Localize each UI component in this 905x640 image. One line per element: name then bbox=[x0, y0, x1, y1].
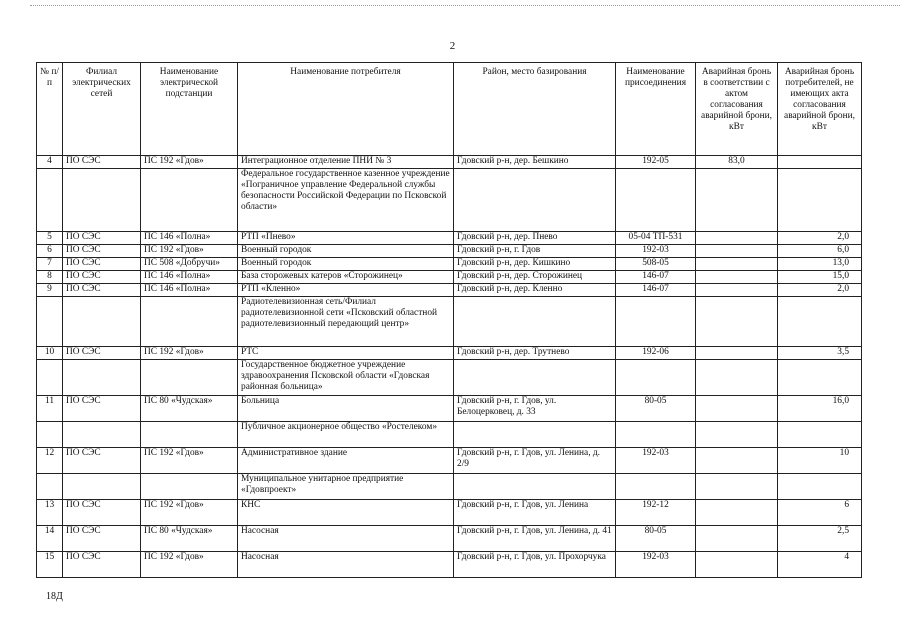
table-row bbox=[37, 360, 862, 396]
cell-district bbox=[454, 347, 616, 360]
cell-reserve-noact bbox=[778, 422, 862, 448]
cell-reserve-act bbox=[696, 448, 778, 474]
cell-branch bbox=[63, 245, 141, 258]
cell-connection bbox=[616, 526, 696, 552]
cell-branch bbox=[63, 284, 141, 297]
cell-reserve-noact-text: 2,5 bbox=[837, 526, 849, 536]
table-row bbox=[37, 500, 862, 526]
table-row bbox=[37, 271, 862, 284]
cell-district-text: Гдовский р-н, дер. Трутнево bbox=[457, 347, 570, 357]
cell-reserve-noact bbox=[778, 156, 862, 169]
cell-reserve-act bbox=[696, 360, 778, 396]
cell-substation bbox=[141, 422, 238, 448]
cell-reserve-noact-text: 4 bbox=[844, 552, 849, 562]
cell-district bbox=[454, 297, 616, 347]
cell-consumer-text: Военный городок bbox=[241, 258, 312, 268]
cell-number-text: 10 bbox=[44, 347, 55, 357]
table-row bbox=[37, 474, 862, 500]
cell-connection bbox=[616, 258, 696, 271]
cell-connection bbox=[616, 474, 696, 500]
cell-district-text: Гдовский р-н, дер. Кленно bbox=[457, 284, 563, 294]
cell-reserve-noact-text: 6 bbox=[844, 500, 849, 510]
cell-reserve-act bbox=[696, 526, 778, 552]
cell-consumer bbox=[238, 500, 454, 526]
cell-branch-text: ПО СЭС bbox=[66, 347, 101, 357]
cell-branch-text: ПО СЭС bbox=[66, 245, 101, 255]
cell-number bbox=[37, 169, 63, 232]
cell-substation-text: ПС 80 «Чудская» bbox=[144, 526, 213, 536]
cell-consumer-text: Больница bbox=[241, 396, 280, 406]
cell-number-text: 12 bbox=[44, 448, 55, 458]
cell-consumer bbox=[238, 526, 454, 552]
cell-district-text: Гдовский р-н, г. Гдов, ул. Ленина bbox=[457, 500, 589, 510]
cell-consumer-text: Насосная bbox=[241, 552, 279, 562]
cell-number-text: 14 bbox=[44, 526, 55, 536]
cell-reserve-noact-text: 6,0 bbox=[837, 245, 849, 255]
cell-connection bbox=[616, 422, 696, 448]
cell-reserve-act bbox=[696, 422, 778, 448]
cell-number bbox=[37, 245, 63, 258]
cell-district bbox=[454, 526, 616, 552]
cell-reserve-noact bbox=[778, 245, 862, 258]
table-row bbox=[37, 396, 862, 422]
cell-reserve-noact bbox=[778, 526, 862, 552]
cell-number bbox=[37, 526, 63, 552]
cell-connection-text: 192-03 bbox=[642, 552, 669, 562]
cell-connection-text: 05-04 ТП-531 bbox=[628, 232, 683, 242]
cell-consumer bbox=[238, 297, 454, 347]
cell-substation-text: ПС 192 «Гдов» bbox=[144, 500, 204, 510]
cell-connection-text: 146-07 bbox=[642, 271, 669, 281]
cell-consumer bbox=[238, 422, 454, 448]
table-row bbox=[37, 245, 862, 258]
cell-number-text: 7 bbox=[47, 258, 52, 268]
cell-reserve-act bbox=[696, 232, 778, 245]
cell-reserve-noact-text: 15,0 bbox=[832, 271, 849, 281]
header-reserve-act: Аварийная бронь в соответствии с актом согласования аварийной брони, кВт bbox=[696, 63, 778, 156]
cell-consumer-text: РТП «Кленно» bbox=[241, 284, 301, 294]
cell-branch-text: ПО СЭС bbox=[66, 552, 101, 562]
cell-reserve-noact-text: 3,5 bbox=[837, 347, 849, 357]
cell-number bbox=[37, 500, 63, 526]
cell-reserve-noact bbox=[778, 232, 862, 245]
cell-reserve-noact bbox=[778, 360, 862, 396]
cell-connection bbox=[616, 297, 696, 347]
cell-consumer-text: База сторожевых катеров «Сторожинец» bbox=[241, 271, 403, 281]
cell-substation-text: ПС 192 «Гдов» bbox=[144, 448, 204, 458]
cell-number bbox=[37, 156, 63, 169]
cell-district-text: Гдовский р-н, г. Гдов bbox=[457, 245, 541, 255]
cell-number bbox=[37, 474, 63, 500]
page-number: 2 bbox=[449, 40, 456, 52]
cell-number bbox=[37, 396, 63, 422]
cell-district bbox=[454, 245, 616, 258]
cell-reserve-noact-text: 16,0 bbox=[832, 396, 849, 406]
cell-reserve-noact bbox=[778, 448, 862, 474]
cell-district-text: Гдовский р-н, дер. Пнево bbox=[457, 232, 558, 242]
cell-reserve-act bbox=[696, 271, 778, 284]
cell-consumer bbox=[238, 360, 454, 396]
cell-substation-text: ПС 146 «Полна» bbox=[144, 271, 211, 281]
cell-district bbox=[454, 169, 616, 232]
cell-number-text: 6 bbox=[47, 245, 52, 255]
cell-substation bbox=[141, 360, 238, 396]
cell-district bbox=[454, 396, 616, 422]
cell-substation-text: ПС 80 «Чудская» bbox=[144, 396, 213, 406]
header-connection: Наименование присоединения bbox=[616, 63, 696, 156]
table-row bbox=[37, 552, 862, 578]
cell-number-text: 8 bbox=[47, 271, 52, 281]
cell-connection-text: 146-07 bbox=[642, 284, 669, 294]
cell-reserve-act bbox=[696, 245, 778, 258]
header-branch: Филиал электрических сетей bbox=[63, 63, 141, 156]
cell-number-text: 5 bbox=[47, 232, 52, 242]
cell-connection bbox=[616, 360, 696, 396]
table-row bbox=[37, 347, 862, 360]
cell-number-text: 11 bbox=[44, 396, 55, 406]
cell-connection bbox=[616, 245, 696, 258]
cell-number bbox=[37, 284, 63, 297]
cell-connection bbox=[616, 347, 696, 360]
cell-branch bbox=[63, 156, 141, 169]
cell-substation bbox=[141, 156, 238, 169]
header-consumer: Наименование потребителя bbox=[238, 63, 454, 156]
cell-substation bbox=[141, 169, 238, 232]
table-row bbox=[37, 422, 862, 448]
cell-substation bbox=[141, 271, 238, 284]
cell-branch bbox=[63, 500, 141, 526]
cell-number bbox=[37, 422, 63, 448]
cell-substation-text: ПС 508 «Добручи» bbox=[144, 258, 220, 268]
cell-branch bbox=[63, 360, 141, 396]
cell-branch-text: ПО СЭС bbox=[66, 448, 101, 458]
cell-district bbox=[454, 271, 616, 284]
cell-reserve-noact bbox=[778, 396, 862, 422]
cell-reserve-noact bbox=[778, 500, 862, 526]
table-row bbox=[37, 258, 862, 271]
cell-branch-text: ПО СЭС bbox=[66, 396, 101, 406]
cell-district-text: Гдовский р-н, г. Гдов, ул. Белоцерковец, д. 33 bbox=[457, 396, 557, 417]
cell-connection bbox=[616, 500, 696, 526]
cell-connection-text: 80-05 bbox=[644, 526, 667, 536]
cell-branch bbox=[63, 258, 141, 271]
cell-consumer-text: РТС bbox=[241, 347, 259, 357]
header-substation: Наименование электрической подстанции bbox=[141, 63, 238, 156]
cell-connection bbox=[616, 448, 696, 474]
cell-consumer-text: Публичное акционерное общество «Ростелеком» bbox=[241, 422, 438, 432]
cell-reserve-act bbox=[696, 258, 778, 271]
cell-reserve-noact bbox=[778, 474, 862, 500]
cell-branch-text: ПО СЭС bbox=[66, 284, 101, 294]
table-row bbox=[37, 526, 862, 552]
cell-branch bbox=[63, 297, 141, 347]
cell-number-text: 15 bbox=[44, 552, 55, 562]
cell-district bbox=[454, 360, 616, 396]
cell-substation-text: ПС 146 «Полна» bbox=[144, 232, 211, 242]
cell-branch bbox=[63, 474, 141, 500]
table-row bbox=[37, 448, 862, 474]
cell-substation-text: ПС 192 «Гдов» bbox=[144, 245, 204, 255]
cell-substation-text: ПС 192 «Гдов» bbox=[144, 156, 204, 166]
cell-reserve-act bbox=[696, 169, 778, 232]
cell-connection-text: 192-05 bbox=[642, 156, 669, 166]
cell-reserve-noact bbox=[778, 297, 862, 347]
cell-branch bbox=[63, 347, 141, 360]
cell-branch-text: ПО СЭС bbox=[66, 156, 101, 166]
cell-consumer bbox=[238, 396, 454, 422]
cell-number bbox=[37, 347, 63, 360]
table-row bbox=[37, 169, 862, 232]
cell-substation bbox=[141, 448, 238, 474]
cell-consumer-text: Насосная bbox=[241, 526, 279, 536]
cell-branch-text: ПО СЭС bbox=[66, 232, 101, 242]
cell-connection-text: 192-03 bbox=[642, 245, 669, 255]
cell-branch bbox=[63, 552, 141, 578]
cell-substation bbox=[141, 474, 238, 500]
cell-number bbox=[37, 297, 63, 347]
cell-consumer bbox=[238, 448, 454, 474]
cell-district-text: Гдовский р-н, дер. Кишкино bbox=[457, 258, 571, 268]
cell-consumer-text: РТП «Пнево» bbox=[241, 232, 296, 242]
cell-connection-text: 192-12 bbox=[642, 500, 669, 510]
cell-district bbox=[454, 232, 616, 245]
header-reserve-noact: Аварийная бронь потребителей, не имеющих акта согласования аварийной брони, кВт bbox=[778, 63, 862, 156]
cell-district-text: Гдовский р-н, г. Гдов, ул. Ленина, д. 41 bbox=[457, 526, 612, 536]
cell-substation-text: ПС 192 «Гдов» bbox=[144, 347, 204, 357]
cell-district bbox=[454, 448, 616, 474]
cell-substation bbox=[141, 500, 238, 526]
cell-branch-text: ПО СЭС bbox=[66, 526, 101, 536]
cell-substation bbox=[141, 232, 238, 245]
cell-consumer-text: Военный городок bbox=[241, 245, 312, 255]
cell-reserve-noact bbox=[778, 258, 862, 271]
cell-substation bbox=[141, 526, 238, 552]
cell-reserve-noact bbox=[778, 284, 862, 297]
cell-substation-text: ПС 192 «Гдов» bbox=[144, 552, 204, 562]
cell-district-text: Гдовский р-н, дер. Бешкино bbox=[457, 156, 569, 166]
table-row bbox=[37, 284, 862, 297]
cell-consumer-text: Административное здание bbox=[241, 448, 348, 458]
cell-connection-text: 80-05 bbox=[644, 396, 667, 406]
cell-substation-text: ПС 146 «Полна» bbox=[144, 284, 211, 294]
cell-substation bbox=[141, 347, 238, 360]
cell-reserve-act bbox=[696, 474, 778, 500]
cell-district-text: Гдовский р-н, г. Гдов, ул. Прохорчука bbox=[457, 552, 606, 562]
cell-number bbox=[37, 448, 63, 474]
cell-branch-text: ПО СЭС bbox=[66, 271, 101, 281]
cell-reserve-noact bbox=[778, 271, 862, 284]
cell-consumer bbox=[238, 552, 454, 578]
cell-reserve-noact-text: 13,0 bbox=[832, 258, 849, 268]
footer-code: 18Д bbox=[46, 591, 63, 602]
reserve-table-wrapper bbox=[36, 62, 861, 578]
cell-consumer bbox=[238, 232, 454, 245]
cell-connection bbox=[616, 552, 696, 578]
cell-branch bbox=[63, 232, 141, 245]
cell-branch bbox=[63, 422, 141, 448]
cell-district bbox=[454, 474, 616, 500]
cell-connection bbox=[616, 284, 696, 297]
cell-consumer bbox=[238, 271, 454, 284]
cell-connection bbox=[616, 396, 696, 422]
cell-branch bbox=[63, 271, 141, 284]
cell-consumer bbox=[238, 474, 454, 500]
cell-district bbox=[454, 156, 616, 169]
cell-connection-text: 192-06 bbox=[642, 347, 669, 357]
cell-reserve-noact bbox=[778, 169, 862, 232]
cell-connection bbox=[616, 232, 696, 245]
cell-connection-text: 192-03 bbox=[642, 448, 669, 458]
cell-substation bbox=[141, 297, 238, 347]
cell-reserve-act bbox=[696, 297, 778, 347]
cell-number bbox=[37, 258, 63, 271]
cell-substation bbox=[141, 258, 238, 271]
header-district: Район, место базирования bbox=[454, 63, 616, 156]
cell-consumer bbox=[238, 347, 454, 360]
cell-reserve-act bbox=[696, 552, 778, 578]
cell-reserve-act bbox=[696, 284, 778, 297]
header-number: № п/п bbox=[37, 63, 63, 156]
cell-number bbox=[37, 232, 63, 245]
cell-substation bbox=[141, 552, 238, 578]
cell-consumer-text: КНС bbox=[241, 500, 261, 510]
cell-reserve-noact bbox=[778, 347, 862, 360]
cell-reserve-noact-text: 10 bbox=[839, 448, 849, 458]
cell-number bbox=[37, 360, 63, 396]
cell-substation bbox=[141, 396, 238, 422]
table-row bbox=[37, 156, 862, 169]
cell-consumer bbox=[238, 245, 454, 258]
emergency-reserve-table bbox=[36, 62, 862, 578]
cell-reserve-act-text: 83,0 bbox=[728, 156, 745, 166]
cell-branch-text: ПО СЭС bbox=[66, 500, 101, 510]
cell-reserve-noact-text: 2,0 bbox=[837, 232, 849, 242]
cell-district-text: Гдовский р-н, дер. Сторожинец bbox=[457, 271, 583, 281]
cell-branch bbox=[63, 169, 141, 232]
cell-branch bbox=[63, 448, 141, 474]
cell-branch bbox=[63, 396, 141, 422]
cell-number-text: 4 bbox=[47, 156, 52, 166]
cell-connection-text: 508-05 bbox=[642, 258, 669, 268]
cell-district bbox=[454, 258, 616, 271]
cell-number-text: 9 bbox=[47, 284, 52, 294]
cell-district-text: Гдовский р-н, г. Гдов, ул. Ленина, д. 2/9 bbox=[457, 448, 601, 469]
table-header-row bbox=[37, 63, 862, 156]
cell-district bbox=[454, 552, 616, 578]
cell-reserve-act bbox=[696, 500, 778, 526]
cell-number bbox=[37, 271, 63, 284]
cell-consumer bbox=[238, 169, 454, 232]
cell-number-text: 13 bbox=[44, 500, 55, 510]
cell-reserve-act bbox=[696, 347, 778, 360]
table-row bbox=[37, 297, 862, 347]
cell-consumer-text: Федеральное государственное казенное учреждение «Пограничное управление Федеральной службы безопасности Российской Федерации по Псковской области» bbox=[241, 169, 450, 212]
table-row bbox=[37, 232, 862, 245]
cell-reserve-act bbox=[696, 396, 778, 422]
cell-substation bbox=[141, 284, 238, 297]
top-border-line bbox=[30, 5, 900, 6]
cell-branch bbox=[63, 526, 141, 552]
cell-consumer-text: Интеграционное отделение ПНИ № 3 bbox=[241, 156, 392, 166]
cell-consumer-text: Радиотелевизионная сеть/Филиал радиотелевизионной сети «Псковский областной радиотелевизионный передающий центр» bbox=[241, 297, 438, 329]
cell-reserve-act bbox=[696, 156, 778, 169]
cell-reserve-noact bbox=[778, 552, 862, 578]
cell-district bbox=[454, 422, 616, 448]
cell-district bbox=[454, 284, 616, 297]
table-body bbox=[37, 156, 862, 578]
cell-branch-text: ПО СЭС bbox=[66, 258, 101, 268]
cell-consumer bbox=[238, 258, 454, 271]
cell-number bbox=[37, 552, 63, 578]
cell-consumer bbox=[238, 156, 454, 169]
cell-substation bbox=[141, 245, 238, 258]
cell-district bbox=[454, 500, 616, 526]
cell-connection bbox=[616, 169, 696, 232]
cell-connection bbox=[616, 271, 696, 284]
cell-consumer-text: Муниципальное унитарное предприятие «Гдовпроект» bbox=[241, 474, 404, 495]
cell-consumer bbox=[238, 284, 454, 297]
cell-consumer-text: Государственное бюджетное учреждение здравоохранения Псковской области «Гдовская районная больница» bbox=[241, 360, 430, 392]
cell-connection bbox=[616, 156, 696, 169]
cell-reserve-noact-text: 2,0 bbox=[837, 284, 849, 294]
